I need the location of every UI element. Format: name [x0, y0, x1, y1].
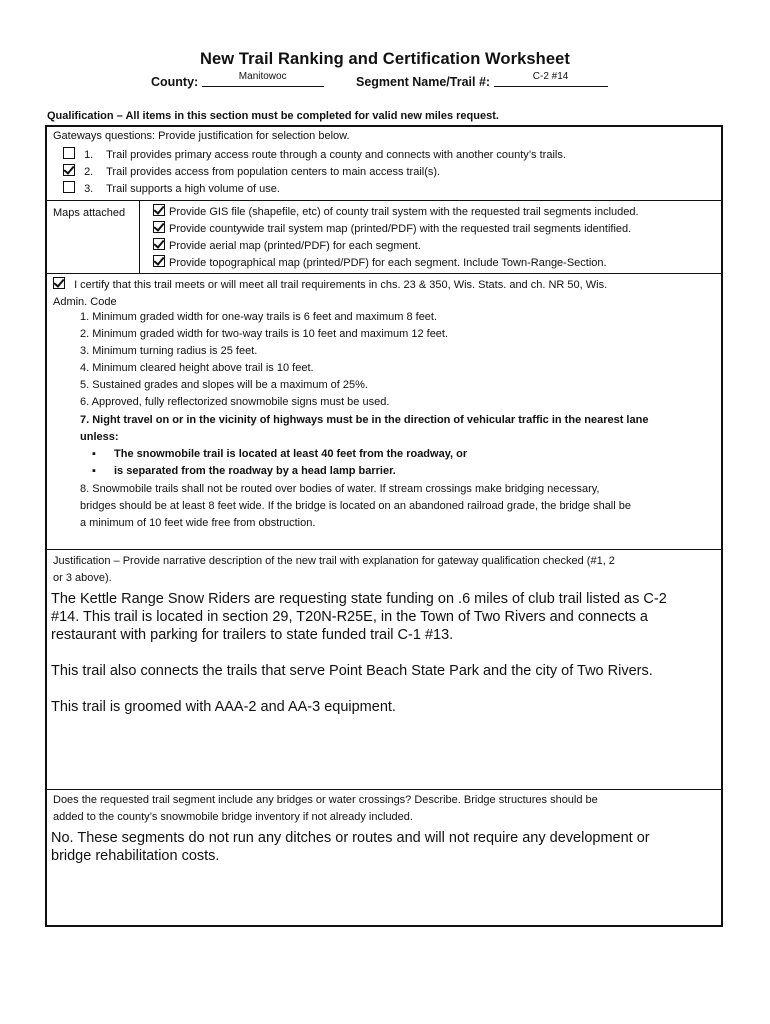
justification-answer[interactable] [51, 590, 667, 716]
bridges-section [47, 790, 721, 925]
qualification-note: Qualification – All items in this section must be completed for valid new miles request. [47, 110, 499, 122]
county-label: County: [151, 75, 199, 89]
map-item-text: Provide topographical map (printed/PDF) for each segment. Include Town-Range-Section. [169, 257, 607, 269]
requirement-bullet [92, 448, 467, 460]
bullet-text: is separated from the roadway by a head lamp barrier. [114, 465, 396, 477]
bullet-icon: ▪ [92, 448, 96, 460]
map-topographical-checkbox[interactable] [153, 255, 165, 267]
justification-para2: This trail also connects the trails that serve Point Beach State Park and the city of Two Rivers. [51, 663, 653, 679]
gateway-item-text: Trail provides access from population centers to main access trail(s). [106, 166, 441, 178]
requirement-item: 5. Sustained grades and slopes will be a maximum of 25%. [80, 379, 368, 391]
qualification-form [45, 125, 723, 927]
justification-prompt-line-2: or 3 above). [53, 572, 112, 584]
requirement-item: 1. Minimum graded width for one-way trails is 6 feet and maximum 8 feet. [80, 311, 438, 323]
requirement-item-8-line-1: 8. Snowmobile trails shall not be routed over bodies of water. If stream crossings make bridging necessary, [80, 483, 600, 495]
bridges-answer-line: No. These segments do not run any ditches or routes and will not require any development or [51, 830, 650, 846]
gateway-item-1 [63, 147, 566, 161]
segment-label: Segment Name/Trail #: [356, 75, 491, 89]
certification-section [47, 274, 721, 550]
gateways-section [47, 127, 721, 201]
gateway-item-3 [63, 181, 280, 195]
gateways-heading: Gateways questions: Provide justification for selection below. [53, 130, 350, 142]
certify-line-2: Admin. Code [53, 296, 117, 308]
justification-para1-line: The Kettle Range Snow Riders are requesting state funding on .6 miles of club trail listed as C-2 [51, 591, 667, 607]
certify-line-1: I certify that this trail meets or will meet all trail requirements in chs. 23 & 350, Wis. Stats. and ch. NR 50, Wis. [74, 279, 608, 291]
justification-para3: This trail is groomed with AAA-2 and AA-3 equipment. [51, 699, 396, 715]
bridges-prompt-line-2: added to the county’s snowmobile bridge inventory if not already included. [53, 811, 413, 823]
requirement-item: 2. Minimum graded width for two-way trails is 10 feet and maximum 12 feet. [80, 328, 449, 340]
bullet-icon: ▪ [92, 465, 96, 477]
county-field[interactable]: Manitowoc [202, 72, 324, 87]
requirement-item-7-line-1: 7. Night travel on or in the vicinity of highways must be in the direction of vehicular traffic in the nearest lane [80, 414, 649, 426]
requirement-item-8-line-3: a minimum of 10 feet wide free from obstruction. [80, 517, 316, 529]
justification-para1-line: restaurant with parking for trailers to state funded trail C-1 #13. [51, 627, 454, 643]
segment-field[interactable]: C-2 #14 [494, 72, 608, 87]
map-gis-checkbox[interactable] [153, 204, 165, 216]
map-item-aerial [153, 238, 421, 252]
requirement-item: 4. Minimum cleared height above trail is 10 feet. [80, 362, 314, 374]
map-item-countywide [153, 221, 631, 235]
map-countywide-checkbox[interactable] [153, 221, 165, 233]
maps-label: Maps attached [53, 207, 126, 219]
gateway-2-checkbox[interactable] [63, 164, 75, 176]
requirement-item-7-line-2: unless: [80, 431, 119, 443]
gateway-3-checkbox[interactable] [63, 181, 75, 193]
bridges-answer-line: bridge rehabilitation costs. [51, 848, 220, 864]
map-aerial-checkbox[interactable] [153, 238, 165, 250]
map-item-text: Provide countywide trail system map (printed/PDF) with the requested trail segments identified. [169, 223, 632, 235]
county-line [151, 71, 324, 89]
justification-section [47, 550, 721, 790]
segment-line [356, 71, 608, 89]
bridges-prompt-line-1: Does the requested trail segment include any bridges or water crossings? Describe. Bridge structures should be [53, 794, 598, 806]
map-item-topographical [153, 255, 607, 269]
justification-prompt-line-1: Justification – Provide narrative description of the new trail with explanation for gateway qualification checked (#1, 2 [53, 555, 615, 567]
justification-para1-line: #14. This trail is located in section 29, T20N-R25E, in the Town of Two Rivers and connects a [51, 609, 648, 625]
page-title: New Trail Ranking and Certification Worksheet [199, 50, 571, 68]
maps-section [47, 201, 721, 274]
map-item-text: Provide GIS file (shapefile, etc) of county trail system with the requested trail segments included. [169, 206, 639, 218]
bridges-answer[interactable] [51, 829, 650, 865]
map-item-text: Provide aerial map (printed/PDF) for each segment. [169, 240, 421, 252]
bullet-text: The snowmobile trail is located at least 40 feet from the roadway, or [114, 448, 468, 460]
certify-statement [53, 277, 607, 294]
gateway-item-number: 3. [84, 183, 94, 195]
gateway-1-checkbox[interactable] [63, 147, 75, 159]
requirement-item-8-line-2: bridges should be at least 8 feet wide. If the bridge is located on an abandoned railroad grade, the bridge shall be [80, 500, 631, 512]
requirement-item: 6. Approved, fully reflectorized snowmobile signs must be used. [80, 396, 390, 408]
gateway-item-text: Trail provides primary access route through a county and connects with another county’s trails. [106, 149, 566, 161]
gateway-item-2 [63, 164, 440, 178]
requirement-bullet [92, 465, 396, 477]
maps-divider [139, 201, 140, 273]
gateway-item-number: 1. [84, 149, 94, 161]
requirement-item: 3. Minimum turning radius is 25 feet. [80, 345, 258, 357]
gateway-item-number: 2. [84, 166, 94, 178]
gateway-item-text: Trail supports a high volume of use. [106, 183, 280, 195]
certify-checkbox[interactable] [53, 277, 65, 289]
map-item-gis [153, 204, 639, 218]
